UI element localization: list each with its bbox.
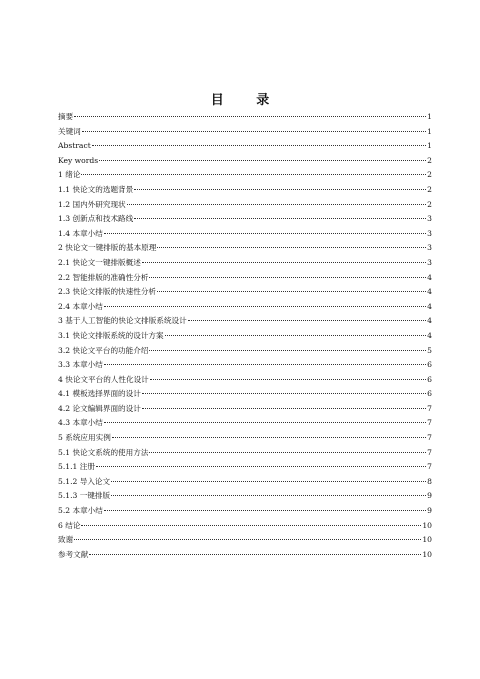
toc-entry-page-number: 4 <box>427 330 432 340</box>
toc-dot-leader <box>157 283 426 292</box>
toc-entry-label: 5 系统应用实例 <box>58 433 111 443</box>
toc-entry-page-number: 4 <box>427 287 432 297</box>
toc-dot-leader <box>111 473 426 482</box>
toc-dot-leader <box>111 487 426 496</box>
toc-title: 目 录 <box>210 93 284 108</box>
toc-entry-page-number: 3 <box>427 257 432 267</box>
toc-entry-label: 参考文献 <box>58 549 89 559</box>
toc-entry-page-number: 7 <box>427 447 432 457</box>
toc-entry-page-number: 1 <box>427 112 432 121</box>
toc-entry-label: 1.3 创新点和技术路线 <box>58 214 134 224</box>
toc-entry-page-number: 9 <box>427 506 432 516</box>
toc-entry-label: Key words <box>58 155 99 165</box>
toc-entry-page-number: 7 <box>427 403 432 413</box>
toc-entry-page-number: 5 <box>427 345 432 355</box>
toc-entry-label: 摘要 <box>58 112 74 121</box>
toc-dot-leader <box>134 210 426 219</box>
toc-entry-page-number: 2 <box>427 155 432 165</box>
toc-dot-leader <box>142 400 426 409</box>
toc-dot-leader <box>112 429 426 438</box>
toc-entry-label: 3 基于人工智能的快论文排版系统设计 <box>58 316 187 326</box>
toc-entry-page-number: 2 <box>427 199 432 209</box>
toc-entry-page-number: 7 <box>427 433 432 443</box>
toc-dot-leader <box>104 225 426 234</box>
table-of-contents <box>58 110 432 562</box>
toc-dot-leader <box>89 546 421 555</box>
toc-entry-label: 3.2 快论文平台的功能介绍 <box>58 345 149 355</box>
toc-dot-leader <box>142 254 426 263</box>
toc-dot-leader <box>82 123 426 132</box>
toc-dot-leader <box>81 517 421 526</box>
toc-dot-leader <box>104 502 426 511</box>
toc-dot-leader <box>142 385 426 394</box>
toc-entry-label: 5.1.3 一键排版 <box>58 491 111 501</box>
toc-entry-label: 2.1 快论文一键排版概述 <box>58 257 141 267</box>
toc-entry-label: 5.1 快论文系统的使用方法 <box>58 447 149 457</box>
toc-dot-leader <box>96 458 426 467</box>
toc-entry-label: 2.3 快论文排版的快速性分析 <box>58 287 157 297</box>
toc-dot-leader <box>127 196 427 205</box>
toc-entry-page-number: 4 <box>427 316 432 326</box>
toc-entry-page-number: 3 <box>427 243 432 253</box>
toc-entry-label: 3.3 本章小结 <box>58 360 103 370</box>
toc-entry[interactable] <box>58 548 432 563</box>
toc-entry-label: 2 快论文一键排版的基本原理 <box>58 243 157 253</box>
toc-dot-leader <box>149 269 426 278</box>
toc-entry-page-number: 8 <box>427 476 432 486</box>
toc-dot-leader <box>104 414 426 423</box>
toc-dot-leader <box>149 342 426 351</box>
toc-entry-page-number: 10 <box>422 520 432 530</box>
toc-entry-page-number: 3 <box>427 214 432 224</box>
toc-entry-page-number: 10 <box>422 549 432 559</box>
toc-entry-page-number: 1 <box>427 126 432 136</box>
toc-dot-leader <box>74 531 421 540</box>
toc-dot-leader <box>81 166 426 175</box>
toc-entry-label: 1.1 快论文的选题背景 <box>58 184 134 194</box>
toc-entry-page-number: 10 <box>422 535 432 545</box>
toc-entry-page-number: 6 <box>427 389 432 399</box>
toc-dot-leader <box>150 371 426 380</box>
toc-dot-leader <box>165 327 427 336</box>
toc-entry-label: Abstract <box>58 141 91 151</box>
toc-dot-leader <box>99 152 426 161</box>
toc-entry-page-number: 1 <box>427 141 432 151</box>
toc-entry-label: 6 结论 <box>58 520 81 530</box>
toc-entry-page-number: 2 <box>427 170 432 180</box>
toc-dot-leader <box>92 137 426 146</box>
toc-entry-label: 1.2 国内外研究现状 <box>58 199 126 209</box>
toc-dot-leader <box>149 444 426 453</box>
toc-entry-label: 5.1.2 导入论文 <box>58 476 111 486</box>
toc-entry-label: 4.1 模板选择界面的设计 <box>58 389 141 399</box>
toc-entry-page-number: 9 <box>427 491 432 501</box>
toc-entry-label: 4.3 本章小结 <box>58 418 103 428</box>
toc-entry-page-number: 4 <box>427 301 432 311</box>
toc-dot-leader <box>104 356 426 365</box>
toc-dot-leader <box>157 239 426 248</box>
toc-entry-label: 致谢 <box>58 535 74 545</box>
toc-dot-leader <box>104 298 426 307</box>
toc-dot-leader <box>74 108 426 117</box>
toc-entry-label: 2.4 本章小结 <box>58 301 103 311</box>
toc-entry-page-number: 2 <box>427 184 432 194</box>
toc-entry-page-number: 7 <box>427 418 432 428</box>
toc-entry-page-number: 6 <box>427 360 432 370</box>
toc-entry-page-number: 4 <box>427 272 432 282</box>
toc-entry-label: 1.4 本章小结 <box>58 228 103 238</box>
toc-entry-label: 1 绪论 <box>58 170 81 180</box>
toc-dot-leader <box>188 312 426 321</box>
toc-entry-label: 4.2 论文编辑界面的设计 <box>58 403 141 413</box>
toc-entry-label: 2.2 智能排版的准确性分析 <box>58 272 149 282</box>
toc-entry-label: 5.1.1 注册 <box>58 462 95 472</box>
toc-dot-leader <box>134 181 426 190</box>
toc-entry-label: 5.2 本章小结 <box>58 506 103 516</box>
toc-entry-page-number: 7 <box>427 462 432 472</box>
toc-entry-label: 关键词 <box>58 126 81 136</box>
toc-entry-label: 4 快论文平台的人性化设计 <box>58 374 149 384</box>
toc-entry-page-number: 6 <box>427 374 432 384</box>
toc-entry-page-number: 3 <box>427 228 432 238</box>
toc-entry-label: 3.1 快论文排版系统的设计方案 <box>58 330 164 340</box>
